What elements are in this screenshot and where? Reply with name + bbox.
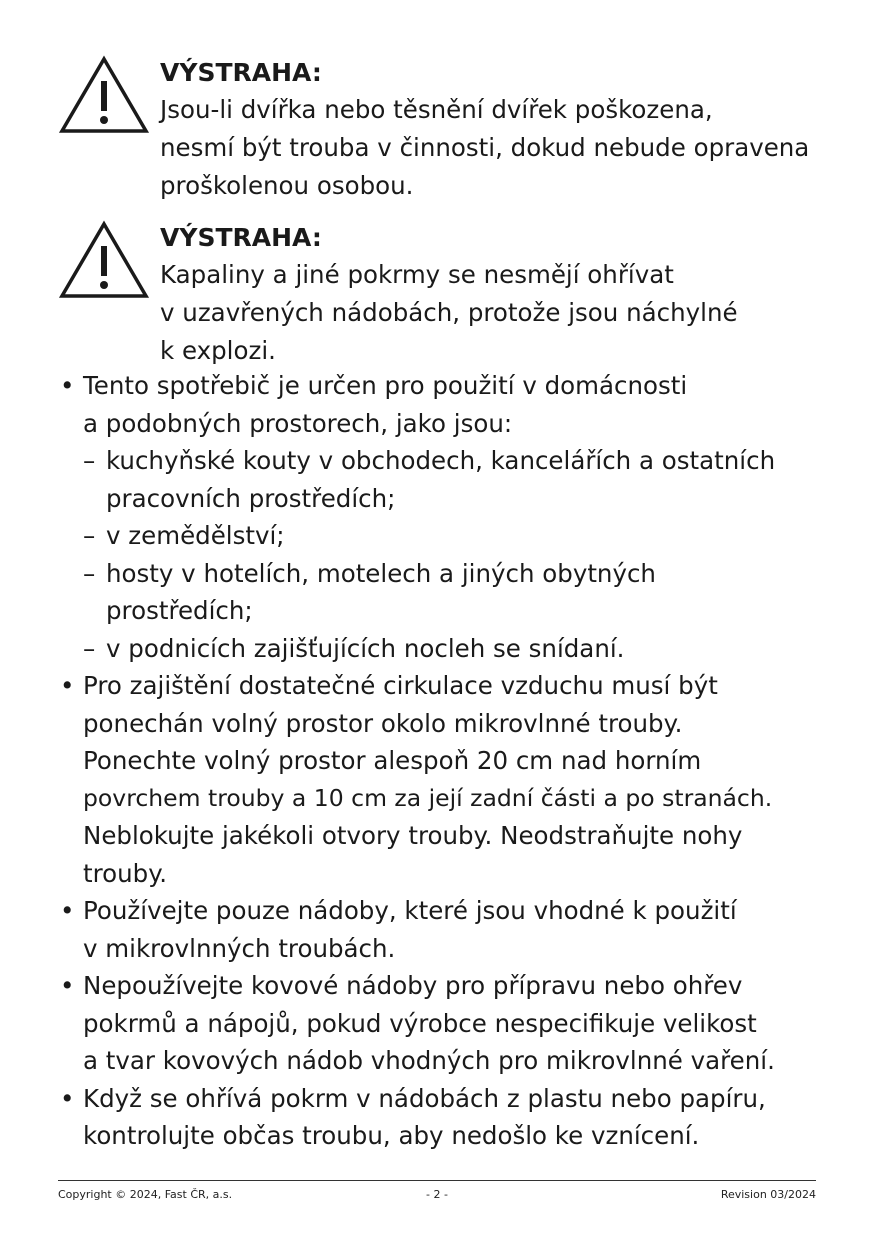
list-item: • Používejte pouze nádoby, které jsou vhodné k použití (58, 892, 838, 930)
list-item-continuation: a tvar kovových nádob vhodných pro mikrovlnné vaření. (83, 1046, 775, 1075)
sub-list-item: – kuchyňské kouty v obchodech, kancelářích a ostatních (58, 442, 838, 480)
list-item-continuation: a podobných prostorech, jako jsou: (83, 408, 513, 438)
warning-text-line: k explozi. (160, 336, 276, 365)
warning-text-line: proškolenou osobou. (160, 171, 414, 200)
list-item-continuation: trouby. (83, 858, 168, 888)
list-item-continuation: pokrmů a nápojů, pokud výrobce nespecifikuje velikost (83, 1008, 757, 1038)
sub-list-item-continuation: pracovních prostředích; (106, 483, 396, 513)
list-item-continuation: Ponechte volný prostor alespoň 20 cm nad horním (83, 746, 702, 775)
list-item-continuation: povrchem trouby a 10 cm za její zadní části a po stranách. (83, 783, 773, 812)
list-item: • Nepoužívejte kovové nádoby pro přípravu nebo ohřev (58, 967, 838, 1005)
sub-list-item: – v podnicích zajišťujících nocleh se snídaní. (58, 630, 838, 668)
warning-triangle-icon (58, 55, 150, 135)
footer-revision: Revision 03/2024 (720, 1188, 816, 1201)
warning-text-line: Jsou-li dvířka nebo těsnění dvířek poškozena, (160, 95, 713, 124)
list-item: • Když se ohřívá pokrm v nádobách z plastu nebo papíru, (58, 1080, 838, 1118)
list-item-continuation: Neblokujte jakékoli otvory trouby. Neodstraňujte nohy (83, 821, 743, 850)
list-item-continuation: ponechán volný prostor okolo mikrovlnné trouby. (83, 708, 683, 738)
footer-page-number: - 2 - (426, 1188, 448, 1201)
warning-title: VÝSTRAHA: (160, 223, 322, 252)
safety-bullet-list (58, 367, 838, 1155)
warning-text-line: v uzavřených nádobách, protože jsou náchylné (160, 298, 738, 327)
warning-triangle-icon (58, 220, 150, 300)
sub-list-item-continuation: prostředích; (106, 596, 253, 625)
sub-list-item: – v zemědělství; (58, 517, 838, 555)
warning-text-line: nesmí být trouba v činnosti, dokud nebude opravena (160, 133, 810, 162)
footer-divider (58, 1180, 816, 1181)
warning-text-line: Kapaliny a jiné pokrmy se nesmějí ohřívat (160, 260, 674, 289)
footer-copyright: Copyright © 2024, Fast ČR, a.s. (58, 1188, 233, 1201)
list-item-continuation: v mikrovlnných troubách. (83, 933, 396, 963)
list-item-continuation: kontrolujte občas troubu, aby nedošlo ke vznícení. (83, 1121, 700, 1150)
warning-title: VÝSTRAHA: (160, 58, 322, 87)
sub-list-item: – hosty v hotelích, motelech a jiných obytných (58, 555, 838, 593)
list-item: • Tento spotřebič je určen pro použití v domácnosti (58, 367, 838, 405)
list-item: • Pro zajištění dostatečné cirkulace vzduchu musí být (58, 667, 838, 705)
